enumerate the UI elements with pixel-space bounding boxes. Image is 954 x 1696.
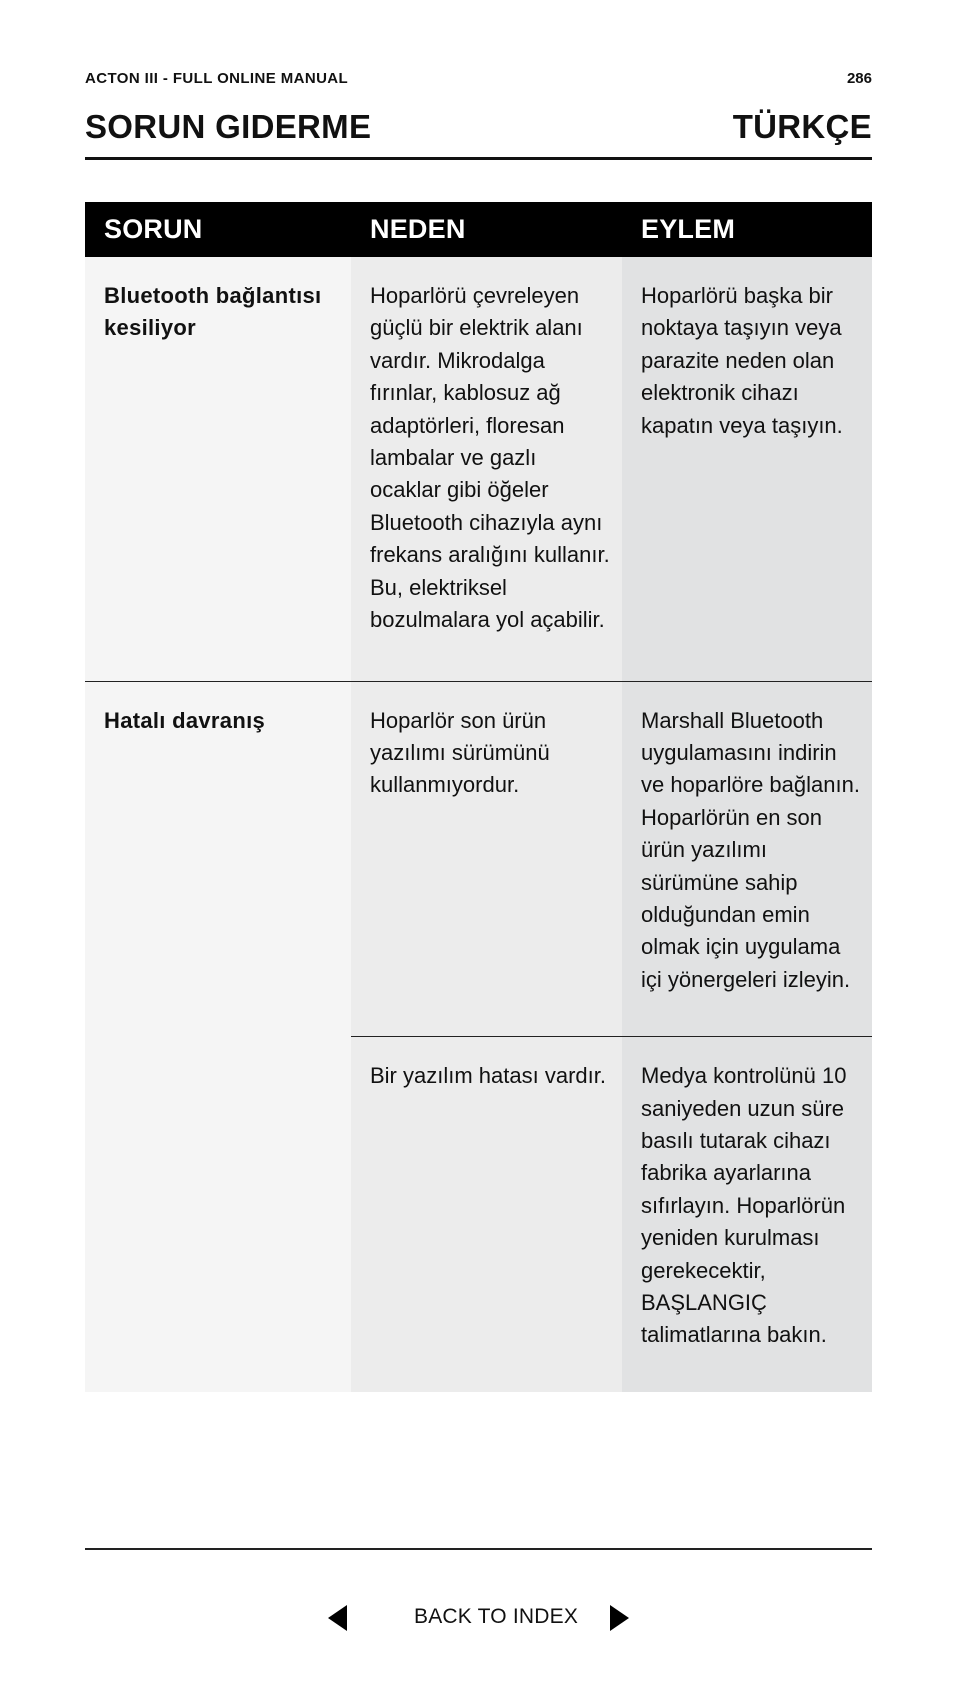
table-row [85,257,872,681]
column-header-cause: NEDEN [351,202,622,257]
back-to-index-link[interactable]: BACK TO INDEX [414,1605,579,1628]
table-row [85,681,872,1037]
action-cell: Medya kontrolünü 10 saniyeden uzun süre basılı tutarak cihazı fabrika ayarlarına sıfırlayın. Hoparlörün yeniden kurulması gerekecektir, BAŞLANGIÇ talimatlarına bakın. [622,1037,872,1392]
header-divider [85,157,872,160]
document-name: ACTON III - FULL ONLINE MANUAL [85,70,349,87]
action-cell: Hoparlörü başka bir noktaya taşıyın veya parazite neden olan elektronik cihazı kapatın veya taşıyın. [622,257,872,681]
section-title: SORUN GIDERME [85,108,372,145]
problem-cell: Hatalı davranış [85,681,351,1392]
table-header-row [85,202,872,257]
triangle-right-icon[interactable] [609,1605,629,1636]
column-header-action: EYLEM [622,202,872,257]
column-header-problem: SORUN [85,202,351,257]
page-number: 286 [846,70,872,87]
triangle-left-icon[interactable] [328,1605,348,1636]
cause-cell: Bir yazılım hatası vardır. [351,1037,622,1392]
cause-cell: Hoparlörü çevreleyen güçlü bir elektrik alanı vardır. Mikrodalga fırınlar, kablosuz ağ adaptörleri, floresan lambalar ve gazlı ocaklar gibi öğeler Bluetooth cihazıyla aynı frekans aralığını kullanır. Bu, elektriksel bozulmalara yol açabilir. [351,257,622,681]
action-cell: Marshall Bluetooth uygulamasını indirin ve hoparlöre bağlanın. Hoparlörün en son ürün yazılımı sürümüne sahip olduğundan emin olmak için uygulama içi yönergeleri izleyin. [622,681,872,1037]
troubleshooting-table [85,202,872,1392]
footer-divider [85,1548,872,1550]
cause-cell: Hoparlör son ürün yazılımı sürümünü kullanmıyordur. [351,681,622,1037]
problem-cell: Bluetooth bağlantısı kesiliyor [85,257,351,681]
language-label: TÜRKÇE [732,108,872,145]
